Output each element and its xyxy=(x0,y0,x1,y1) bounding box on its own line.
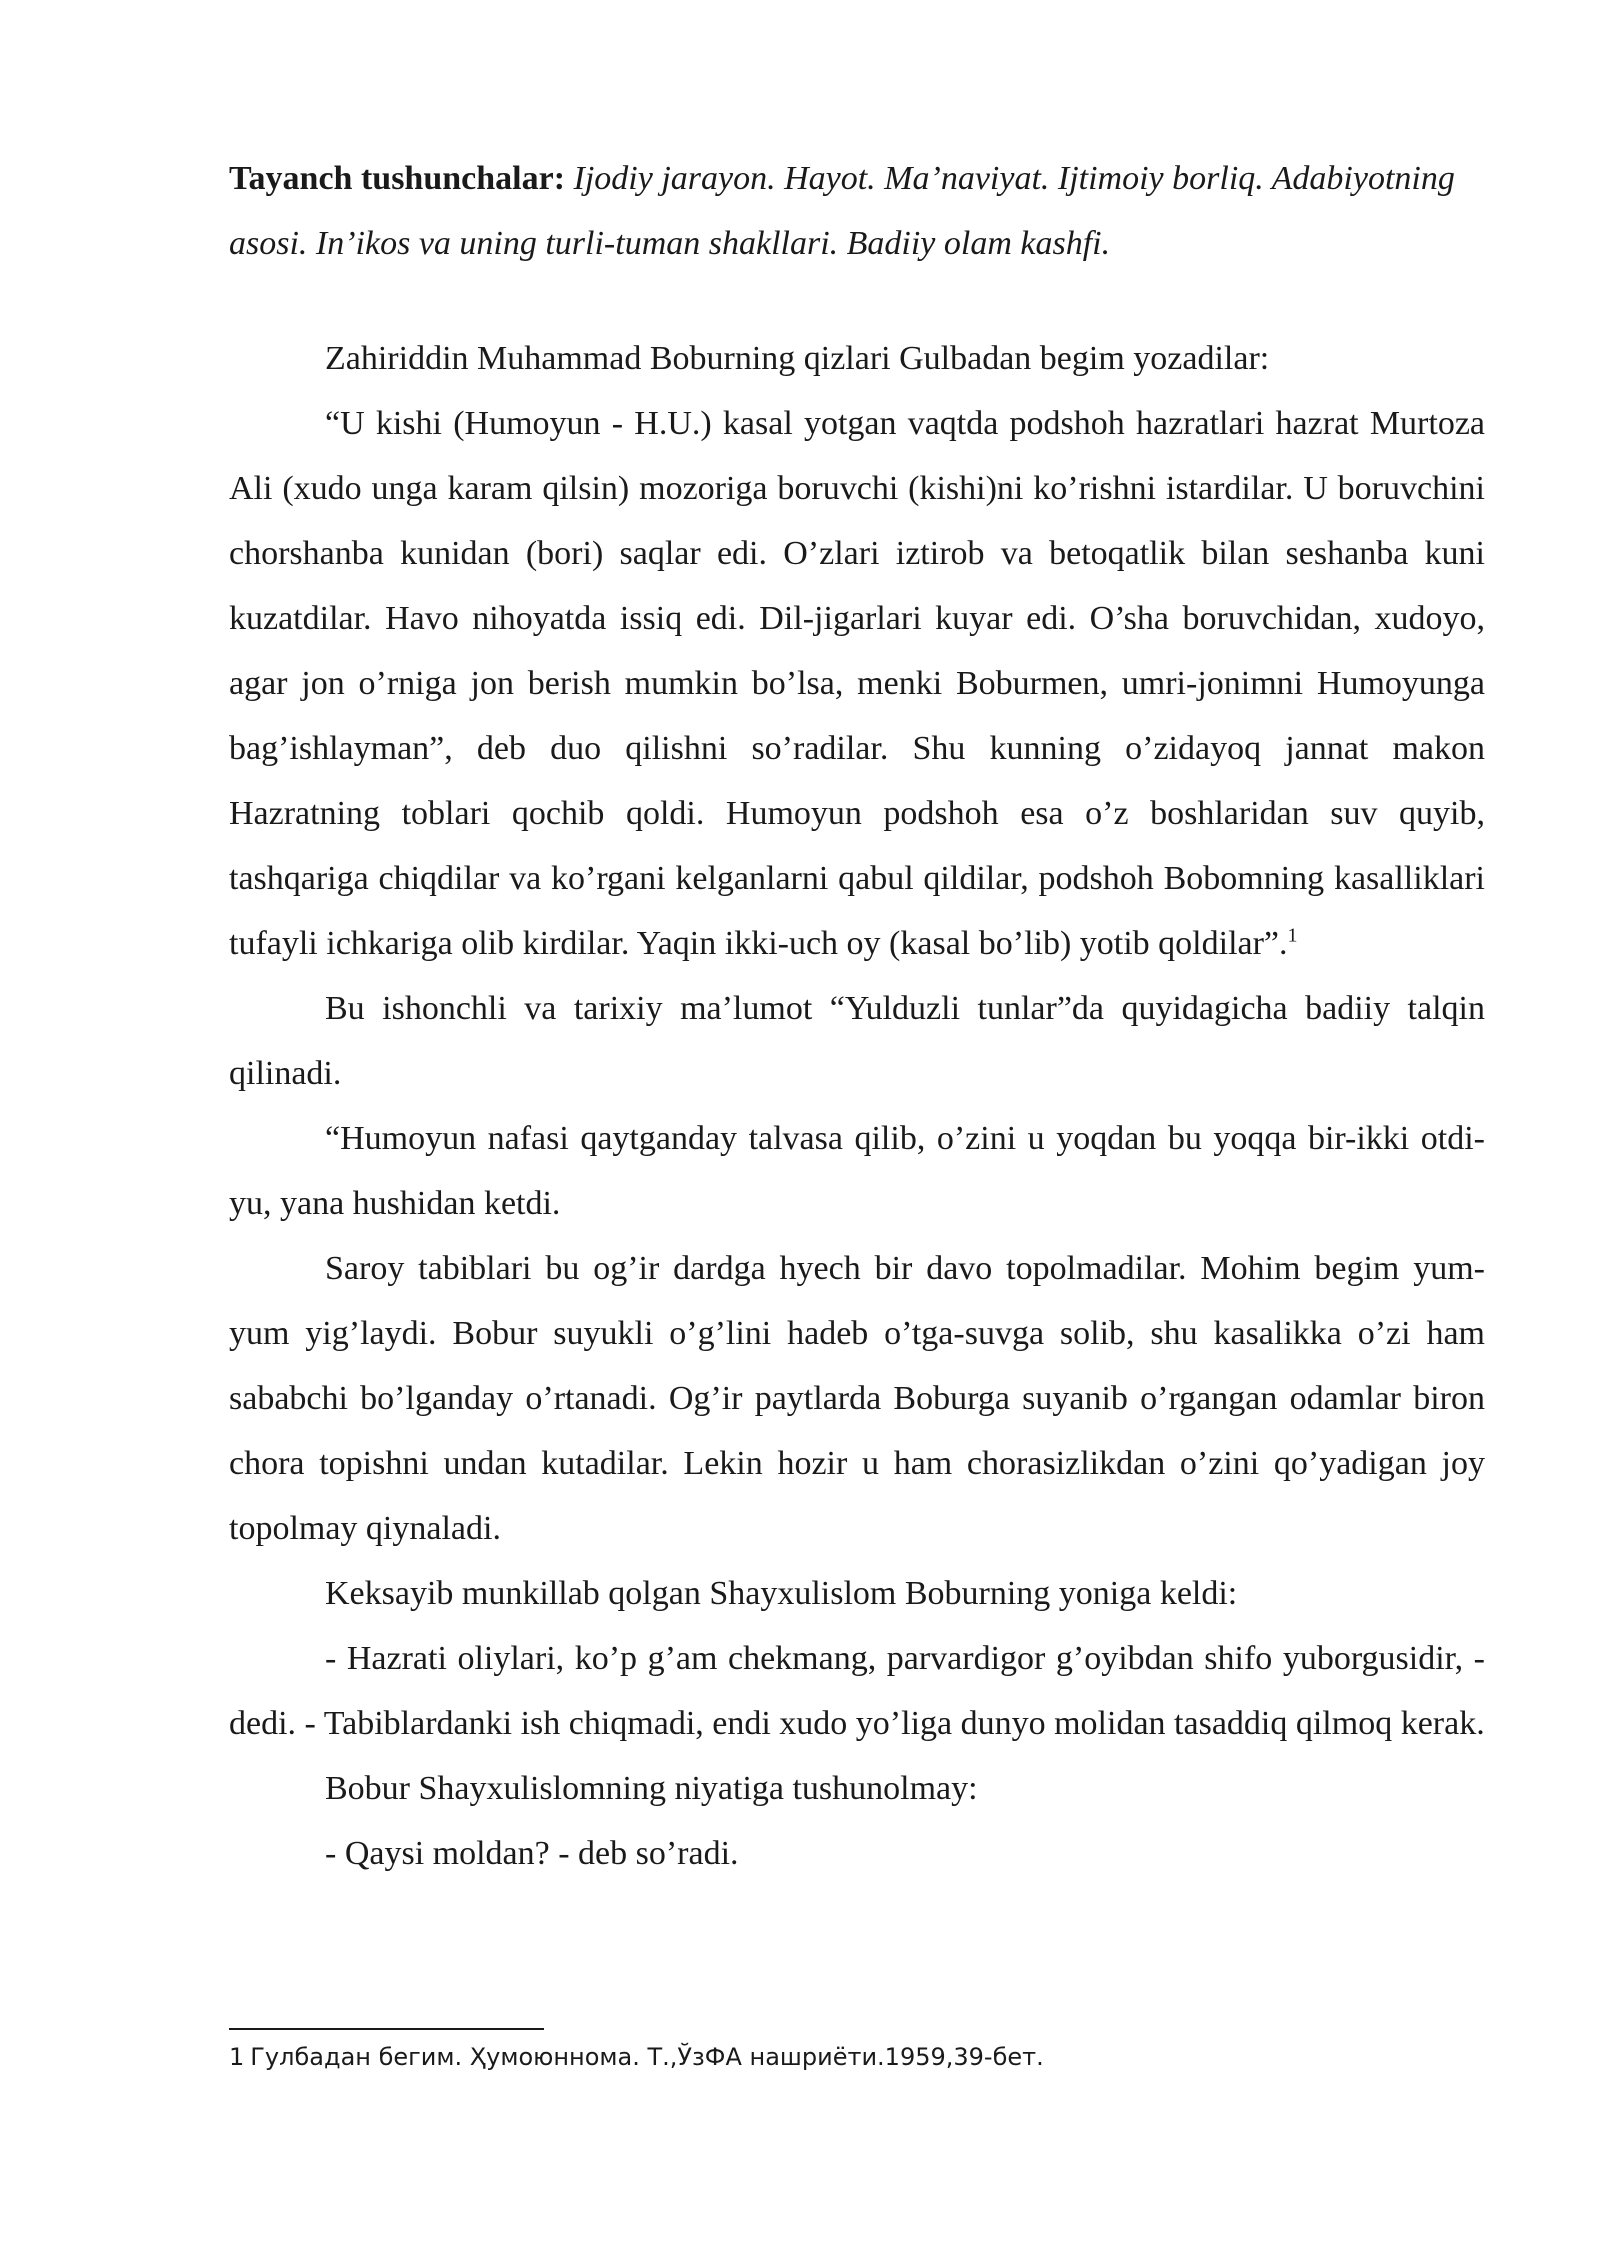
key-concepts-label: Tayanch tushunchalar: xyxy=(229,160,566,197)
paragraph: Saroy tabiblari bu og’ir dardga hyech bir davo topolmadilar. Mohim begim yum-yum yig’laydi. Bobur suyukli o’g’lini hadeb o’tga-suvga solib, shu kasalikka o’zi ham sababchi bo’lganday o’rtanadi. Og’ir paytlarda Boburga suyanib o’rgangan odamlar biron chora topishni undan kutadilar. Lekin hozir u ham chorasizlikdan o’zini qo’yadigan joy topolmay qiynaladi. xyxy=(229,1250,1485,1547)
key-concepts xyxy=(229,146,1485,276)
paragraph-quote xyxy=(229,391,1485,976)
page-body xyxy=(229,146,1485,1886)
paragraph: Bu ishonchli va tarixiy ma’lumot “Yulduzli tunlar”da quyidagicha badiiy talqin qilinadi. xyxy=(229,990,1485,1092)
paragraph: Zahiriddin Muhammad Boburning qizlari Gulbadan begim yozadilar: xyxy=(325,340,1270,377)
footnote-separator xyxy=(229,2028,544,2030)
footnote-text: Гулбадан бегим. Ҳумоюннома. Т.,ЎзФА нашриёти.1959,39-бет. xyxy=(250,2043,1044,2071)
paragraph: - Qaysi moldan? - deb so’radi. xyxy=(325,1835,739,1872)
footnote xyxy=(229,2040,1485,2074)
paragraph: “Humoyun nafasi qaytganday talvasa qilib, o’zini u yoqdan bu yoqqa bir-ikki otdi-yu, yana hushidan ketdi. xyxy=(229,1120,1485,1222)
paragraph: Bobur Shayxulislomning niyatiga tushunolmay: xyxy=(325,1770,978,1807)
spacer xyxy=(229,276,1485,326)
paragraph-quote-text: “U kishi (Humoyun - H.U.) kasal yotgan vaqtda podshoh hazratlari hazrat Murtoza Ali (xudo unga karam qilsin) mozoriga boruvchi (kishi)ni ko’rishni istardilar. U boruvchini chorshanba kunidan (bori) saqlar edi. O’zlari iztirob va betoqatlik bilan seshanba kuni kuzatdilar. Havo nihoyatda issiq edi. Dil-jigarlari kuyar edi. O’sha boruvchidan, xudoyo, agar jon o’rniga jon berish mumkin bo’lsa, menki Boburmen, umri-jonimni Humoyunga bag’ishlayman”, deb duo qilishni so’radilar. Shu kunning o’zidayoq jannat makon Hazratning toblari qochib qoldi. Humoyun podshoh esa o’z boshlaridan suv quyib, tashqariga chiqdilar va ko’rgani kelganlarni qabul qildilar, podshoh Bobomning kasalliklari tufayli ichkariga olib kirdilar. Yaqin ikki-uch oy (kasal bo’lib) yotib qoldilar”. xyxy=(229,405,1485,962)
key-concepts-text: Ijodiy jarayon. Hayot. Ma’naviyat. Ijtimoiy borliq. Adabiyotning asosi. In’ikos va uning turli-tuman shakllari. Badiiy olam kashfi. xyxy=(229,160,1455,262)
paragraph: Keksayib munkillab qolgan Shayxulislom Boburning yoniga keldi: xyxy=(325,1575,1238,1612)
paragraph: - Hazrati oliylari, ko’p g’am chekmang, parvardigor g’oyibdan shifo yuborgusidir, - dedi. - Tabiblardanki ish chiqmadi, endi xudo yo’liga dunyo molidan tasaddiq qilmoq kerak. xyxy=(229,1640,1485,1742)
footnote-number: 1 xyxy=(229,2043,245,2071)
footnote-reference: 1 xyxy=(1287,924,1298,947)
